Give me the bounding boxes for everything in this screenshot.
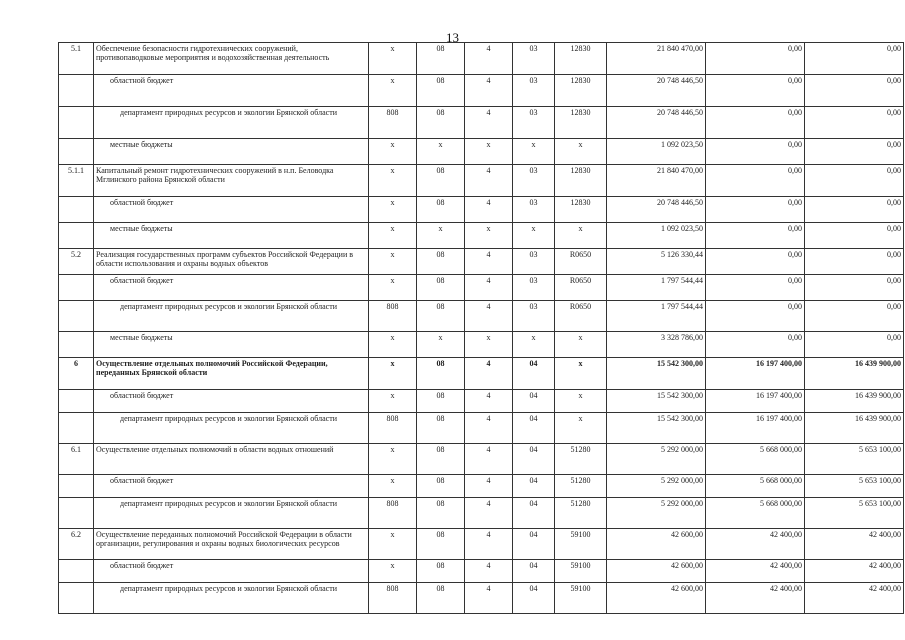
amount-year-1: 5 292 000,00 (607, 498, 706, 529)
grbs-code: x (369, 560, 417, 583)
table-row (59, 43, 904, 75)
amount-year-3: 16 439 900,00 (805, 390, 904, 413)
amount-year-1: 1 092 023,50 (607, 139, 706, 165)
grbs-code: x (369, 197, 417, 223)
amount-year-3: 0,00 (805, 301, 904, 332)
amount-year-3: 0,00 (805, 223, 904, 249)
row-name: Осуществление отдельных полномочий Российской Федерации, переданных Брянской области (94, 358, 369, 390)
direction-code: 12830 (555, 43, 607, 75)
direction-code: x (555, 332, 607, 358)
amount-year-2: 0,00 (706, 165, 805, 197)
amount-year-1: 15 542 300,00 (607, 390, 706, 413)
subprogram-code: 03 (513, 197, 555, 223)
table-row (59, 413, 904, 444)
row-name: областной бюджет (94, 275, 369, 301)
program-code: 4 (465, 390, 513, 413)
subprogram-code: x (513, 223, 555, 249)
row-number (59, 332, 94, 358)
direction-code: x (555, 358, 607, 390)
table-row (59, 529, 904, 560)
section-code: 08 (417, 498, 465, 529)
amount-year-1: 1 797 544,44 (607, 275, 706, 301)
section-code: 08 (417, 107, 465, 139)
amount-year-3: 0,00 (805, 332, 904, 358)
grbs-code: x (369, 275, 417, 301)
amount-year-1: 21 840 470,00 (607, 43, 706, 75)
direction-code: 59100 (555, 560, 607, 583)
subprogram-code: 03 (513, 107, 555, 139)
amount-year-1: 42 600,00 (607, 560, 706, 583)
table-row (59, 390, 904, 413)
program-code: 4 (465, 498, 513, 529)
amount-year-3: 5 653 100,00 (805, 444, 904, 475)
program-code: 4 (465, 529, 513, 560)
section-code: 08 (417, 444, 465, 475)
row-number (59, 223, 94, 249)
grbs-code: x (369, 139, 417, 165)
program-code: 4 (465, 165, 513, 197)
budget-table (58, 42, 904, 614)
row-number (59, 560, 94, 583)
subprogram-code: 04 (513, 390, 555, 413)
row-name: Реализация государственных программ субъектов Российской Федерации в области использования и охраны водных объектов (94, 249, 369, 275)
amount-year-2: 0,00 (706, 301, 805, 332)
direction-code: x (555, 390, 607, 413)
grbs-code: x (369, 165, 417, 197)
row-name: областной бюджет (94, 390, 369, 413)
row-number (59, 301, 94, 332)
subprogram-code: 03 (513, 249, 555, 275)
direction-code: 12830 (555, 165, 607, 197)
section-code: 08 (417, 560, 465, 583)
amount-year-2: 5 668 000,00 (706, 475, 805, 498)
amount-year-3: 5 653 100,00 (805, 475, 904, 498)
direction-code: 59100 (555, 583, 607, 614)
subprogram-code: x (513, 139, 555, 165)
direction-code: 59100 (555, 529, 607, 560)
amount-year-2: 0,00 (706, 107, 805, 139)
direction-code: R0650 (555, 249, 607, 275)
subprogram-code: 03 (513, 301, 555, 332)
amount-year-2: 42 400,00 (706, 560, 805, 583)
row-name: департамент природных ресурсов и экологии Брянской области (94, 413, 369, 444)
amount-year-3: 42 400,00 (805, 560, 904, 583)
row-number: 6.2 (59, 529, 94, 560)
amount-year-2: 0,00 (706, 75, 805, 107)
table-row (59, 139, 904, 165)
table-row (59, 498, 904, 529)
row-name: областной бюджет (94, 197, 369, 223)
amount-year-1: 5 292 000,00 (607, 475, 706, 498)
grbs-code: x (369, 390, 417, 413)
row-name: Обеспечение безопасности гидротехнических сооружений, противопаводковые мероприятия и водохозяйственная деятельность (94, 43, 369, 75)
section-code: 08 (417, 165, 465, 197)
program-code: 4 (465, 413, 513, 444)
row-number (59, 275, 94, 301)
row-name: департамент природных ресурсов и экологии Брянской области (94, 107, 369, 139)
row-name: местные бюджеты (94, 223, 369, 249)
row-number (59, 475, 94, 498)
section-code: 08 (417, 390, 465, 413)
section-code: 08 (417, 275, 465, 301)
table-row (59, 560, 904, 583)
amount-year-2: 16 197 400,00 (706, 413, 805, 444)
amount-year-1: 42 600,00 (607, 583, 706, 614)
program-code: 4 (465, 107, 513, 139)
table-row (59, 249, 904, 275)
amount-year-2: 42 400,00 (706, 583, 805, 614)
row-name: Осуществление переданных полномочий Российской Федерации в области организации, регулирования и охраны водных биологических ресурсов (94, 529, 369, 560)
amount-year-2: 5 668 000,00 (706, 498, 805, 529)
subprogram-code: x (513, 332, 555, 358)
amount-year-1: 20 748 446,50 (607, 75, 706, 107)
amount-year-3: 16 439 900,00 (805, 358, 904, 390)
program-code: 4 (465, 444, 513, 475)
section-code: 08 (417, 43, 465, 75)
program-code: 4 (465, 197, 513, 223)
amount-year-3: 42 400,00 (805, 583, 904, 614)
grbs-code: x (369, 475, 417, 498)
row-number (59, 197, 94, 223)
subprogram-code: 03 (513, 43, 555, 75)
section-code: 08 (417, 529, 465, 560)
row-name: областной бюджет (94, 560, 369, 583)
section-code: x (417, 332, 465, 358)
grbs-code: 808 (369, 413, 417, 444)
row-name: департамент природных ресурсов и экологии Брянской области (94, 583, 369, 614)
amount-year-3: 0,00 (805, 75, 904, 107)
program-code: 4 (465, 301, 513, 332)
table-row (59, 197, 904, 223)
grbs-code: x (369, 529, 417, 560)
row-name: департамент природных ресурсов и экологии Брянской области (94, 498, 369, 529)
row-number: 5.1.1 (59, 165, 94, 197)
row-name: департамент природных ресурсов и экологии Брянской области (94, 301, 369, 332)
program-code: 4 (465, 275, 513, 301)
amount-year-2: 0,00 (706, 275, 805, 301)
subprogram-code: 04 (513, 498, 555, 529)
grbs-code: x (369, 43, 417, 75)
amount-year-3: 0,00 (805, 43, 904, 75)
section-code: 08 (417, 583, 465, 614)
amount-year-2: 42 400,00 (706, 529, 805, 560)
direction-code: 51280 (555, 444, 607, 475)
amount-year-1: 15 542 300,00 (607, 358, 706, 390)
table-row (59, 475, 904, 498)
amount-year-1: 21 840 470,00 (607, 165, 706, 197)
grbs-code: 808 (369, 583, 417, 614)
program-code: 4 (465, 249, 513, 275)
row-number (59, 139, 94, 165)
direction-code: 12830 (555, 107, 607, 139)
direction-code: R0650 (555, 275, 607, 301)
row-number: 6.1 (59, 444, 94, 475)
amount-year-3: 0,00 (805, 197, 904, 223)
direction-code: x (555, 223, 607, 249)
amount-year-3: 0,00 (805, 139, 904, 165)
amount-year-3: 16 439 900,00 (805, 413, 904, 444)
amount-year-2: 0,00 (706, 223, 805, 249)
subprogram-code: 04 (513, 529, 555, 560)
amount-year-2: 5 668 000,00 (706, 444, 805, 475)
direction-code: 12830 (555, 75, 607, 107)
section-code: 08 (417, 413, 465, 444)
section-code: x (417, 223, 465, 249)
table-row (59, 275, 904, 301)
amount-year-3: 42 400,00 (805, 529, 904, 560)
program-code: 4 (465, 475, 513, 498)
grbs-code: 808 (369, 498, 417, 529)
row-number (59, 107, 94, 139)
row-name: Капитальный ремонт гидротехнических сооружений в н.п. Беловодка Мглинского района Брянской области (94, 165, 369, 197)
section-code: 08 (417, 249, 465, 275)
row-number (59, 75, 94, 107)
row-number: 6 (59, 358, 94, 390)
amount-year-1: 5 126 330,44 (607, 249, 706, 275)
grbs-code: x (369, 444, 417, 475)
program-code: x (465, 332, 513, 358)
subprogram-code: 04 (513, 413, 555, 444)
subprogram-code: 03 (513, 75, 555, 107)
program-code: x (465, 223, 513, 249)
amount-year-2: 0,00 (706, 139, 805, 165)
grbs-code: 808 (369, 301, 417, 332)
amount-year-1: 15 542 300,00 (607, 413, 706, 444)
program-code: 4 (465, 75, 513, 107)
amount-year-3: 0,00 (805, 107, 904, 139)
row-number: 5.1 (59, 43, 94, 75)
amount-year-2: 0,00 (706, 249, 805, 275)
table-row (59, 444, 904, 475)
row-number: 5.2 (59, 249, 94, 275)
program-code: 4 (465, 560, 513, 583)
subprogram-code: 04 (513, 583, 555, 614)
page-number: 13 (446, 30, 459, 45)
amount-year-1: 1 092 023,50 (607, 223, 706, 249)
program-code: 4 (465, 43, 513, 75)
row-name: областной бюджет (94, 475, 369, 498)
table-row (59, 332, 904, 358)
amount-year-3: 0,00 (805, 275, 904, 301)
grbs-code: x (369, 358, 417, 390)
amount-year-1: 20 748 446,50 (607, 107, 706, 139)
table-row (59, 107, 904, 139)
program-code: x (465, 139, 513, 165)
grbs-code: 808 (369, 107, 417, 139)
direction-code: 12830 (555, 197, 607, 223)
row-name: местные бюджеты (94, 332, 369, 358)
subprogram-code: 04 (513, 358, 555, 390)
section-code: 08 (417, 301, 465, 332)
direction-code: x (555, 139, 607, 165)
amount-year-2: 16 197 400,00 (706, 390, 805, 413)
amount-year-1: 5 292 000,00 (607, 444, 706, 475)
amount-year-1: 42 600,00 (607, 529, 706, 560)
row-name: местные бюджеты (94, 139, 369, 165)
direction-code: 51280 (555, 498, 607, 529)
section-code: 08 (417, 75, 465, 107)
subprogram-code: 04 (513, 444, 555, 475)
table-row (59, 223, 904, 249)
table-row (59, 358, 904, 390)
amount-year-2: 0,00 (706, 332, 805, 358)
subprogram-code: 04 (513, 475, 555, 498)
row-name: Осуществление отдельных полномочий в области водных отношений (94, 444, 369, 475)
subprogram-code: 03 (513, 165, 555, 197)
table-row (59, 301, 904, 332)
amount-year-1: 3 328 786,00 (607, 332, 706, 358)
section-code: x (417, 139, 465, 165)
amount-year-2: 0,00 (706, 43, 805, 75)
section-code: 08 (417, 358, 465, 390)
grbs-code: x (369, 332, 417, 358)
amount-year-3: 0,00 (805, 165, 904, 197)
row-number (59, 390, 94, 413)
amount-year-3: 5 653 100,00 (805, 498, 904, 529)
amount-year-3: 0,00 (805, 249, 904, 275)
section-code: 08 (417, 475, 465, 498)
amount-year-1: 20 748 446,50 (607, 197, 706, 223)
subprogram-code: 04 (513, 560, 555, 583)
section-code: 08 (417, 197, 465, 223)
amount-year-2: 16 197 400,00 (706, 358, 805, 390)
grbs-code: x (369, 249, 417, 275)
table-row (59, 75, 904, 107)
row-number (59, 413, 94, 444)
row-number (59, 583, 94, 614)
program-code: 4 (465, 583, 513, 614)
direction-code: 51280 (555, 475, 607, 498)
direction-code: R0650 (555, 301, 607, 332)
direction-code: x (555, 413, 607, 444)
row-name: областной бюджет (94, 75, 369, 107)
table-row (59, 583, 904, 614)
program-code: 4 (465, 358, 513, 390)
grbs-code: x (369, 75, 417, 107)
grbs-code: x (369, 223, 417, 249)
row-number (59, 498, 94, 529)
table-row (59, 165, 904, 197)
amount-year-2: 0,00 (706, 197, 805, 223)
amount-year-1: 1 797 544,44 (607, 301, 706, 332)
subprogram-code: 03 (513, 275, 555, 301)
